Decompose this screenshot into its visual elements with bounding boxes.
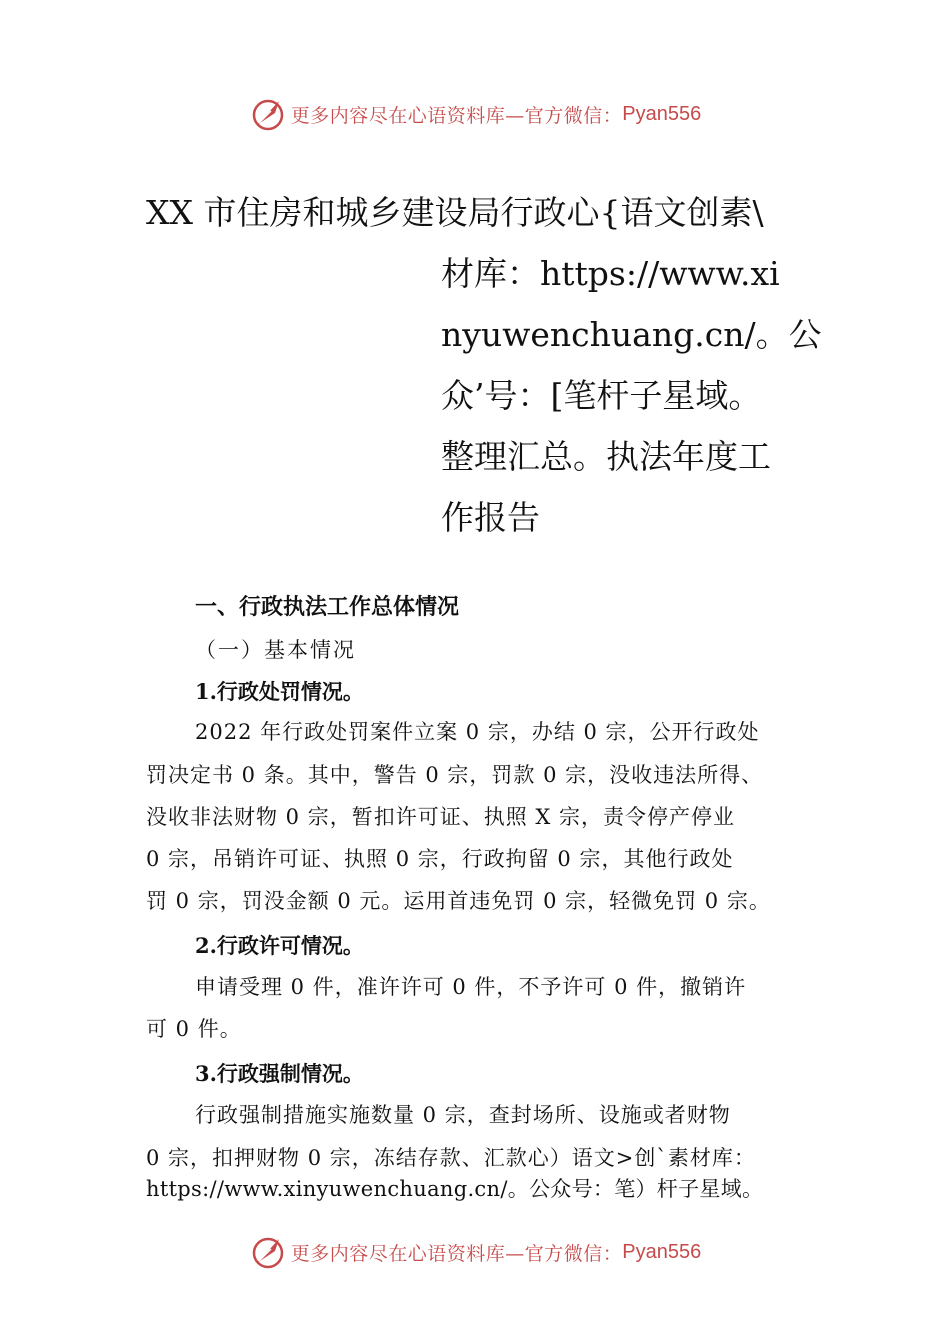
item3-heading: 3.行政强制情况。 [195, 1061, 364, 1086]
banner-wechat-id: Pyan556 [622, 1240, 702, 1263]
paragraph-line: 0 宗，吊销许可证、执照 0 宗，行政拘留 0 宗，其他行政处 [146, 847, 734, 871]
footer-banner [0, 1232, 950, 1272]
subsection-heading: （一）基本情况 [195, 638, 356, 662]
quill-logo-icon [249, 95, 287, 133]
banner-wechat-id: Pyan556 [622, 102, 702, 125]
paragraph-line: 2022 年行政处罚案件立案 0 宗，办结 0 宗，公开行政处 [195, 720, 760, 744]
title-line-4: 众’号：[笔杆子星域。 [441, 376, 762, 415]
title-line-6: 作报告 [441, 498, 540, 537]
paragraph-line: 没收非法财物 0 宗，暂扣许可证、执照 X 宗，责令停产停业 [146, 805, 736, 829]
paragraph-line: 申请受理 0 件，准许许可 0 件，不予许可 0 件，撤销许 [195, 975, 747, 999]
paragraph-line: 行政强制措施实施数量 0 宗，查封场所、设施或者财物 [195, 1103, 731, 1127]
item1-heading: 1.行政处罚情况。 [195, 679, 364, 704]
paragraph-line: 可 0 件。 [146, 1017, 242, 1041]
quill-logo-icon [249, 1233, 287, 1271]
title-line-2: 材库：https://www.xi [441, 254, 780, 293]
item2-heading: 2.行政许可情况。 [195, 933, 364, 958]
section-heading: 一、行政执法工作总体情况 [195, 595, 460, 620]
paragraph-line: 罚决定书 0 条。其中，警告 0 宗，罚款 0 宗，没收违法所得、 [146, 763, 764, 787]
title-line-3: nyuwenchuang.cn/。公 [441, 315, 822, 354]
paragraph-line: https://www.xinyuwenchuang.cn/。公众号：笔）杆子星域。 [146, 1177, 764, 1201]
paragraph-line: 罚 0 宗，罚没金额 0 元。运用首违免罚 0 宗，轻微免罚 0 宗。 [146, 889, 771, 913]
banner-text: 更多内容尽在心语资料库—官方微信： [290, 104, 623, 127]
header-banner [0, 94, 950, 134]
title-line-5: 整理汇总。执法年度工 [441, 437, 771, 476]
paragraph-line: 0 宗，扣押财物 0 宗，冻结存款、汇款心）语文>创`素材库： [146, 1146, 756, 1170]
banner-text: 更多内容尽在心语资料库—官方微信： [290, 1242, 623, 1265]
title-line-1: XX 市住房和城乡建设局行政心{语文创素\ [146, 193, 764, 232]
